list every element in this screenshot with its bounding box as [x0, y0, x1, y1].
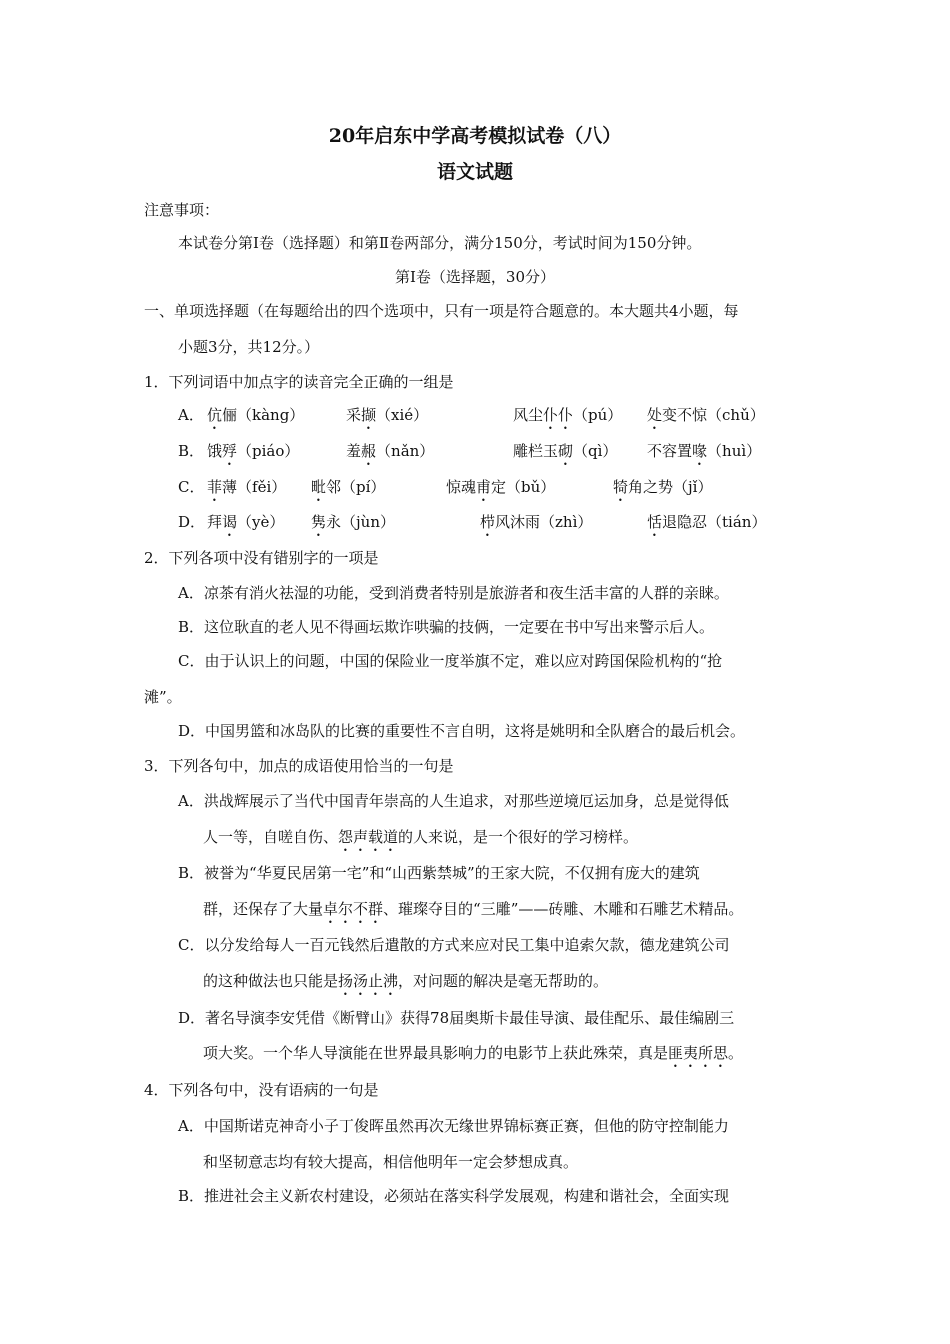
q3-option-b: B．被誉为“华夏民居第一宅”和“山西紫禁城”的王家大院，不仅拥有庞大的建筑 [178, 864, 700, 882]
q1-d-item-4: 恬退隐忍（tián） [647, 513, 767, 531]
q3-option-a: A．洪战辉展示了当代中国青年崇高的人生追求，对那些逆境厄运加身，总是觉得低 [178, 792, 729, 810]
q1-a-item-3: 风尘仆仆（pú） [513, 406, 623, 424]
q1-b-item-4: 不容置喙（huì） [647, 442, 762, 460]
notes-text: 本试卷分第Ⅰ卷（选择题）和第Ⅱ卷两部分，满分150分，考试时间为150分钟。 [178, 234, 702, 252]
q4-option-b: B．推进社会主义新农村建设，必须站在落实科学发展观，构建和谐社会，全面实现 [178, 1187, 730, 1205]
q1-option-b-label: B． [178, 442, 205, 460]
q1-c-item-3: 惊魂甫定（bǔ） [446, 478, 556, 496]
q1-c-item-1: 菲薄（fěi） [207, 478, 287, 496]
q2-stem: 2．下列各项中没有错别字的一项是 [144, 549, 379, 567]
q3-option-d: D．著名导演李安凭借《断臂山》获得78届奥斯卡最佳导演、最佳配乐、最佳编剧三 [178, 1009, 735, 1027]
q1-a-item-2: 采撷（xié） [346, 406, 429, 424]
q1-c-item-4: 犄角之势（jǐ） [613, 478, 713, 496]
part1-title: 第Ⅰ卷（选择题，30分） [394, 268, 555, 286]
q4-option-a-cont: 和坚韧意志均有较大提高，相信他明年一定会梦想成真。 [203, 1153, 579, 1171]
q3-option-c: C．以分发给每人一百元钱然后遣散的方式来应对民工集中追索欠款，德龙建筑公司 [178, 936, 730, 954]
q1-a-item-1: 伉俪（kàng） [207, 406, 305, 424]
q1-d-item-1: 拜谒（yè） [207, 513, 285, 531]
q1-option-a-label: A． [178, 406, 204, 424]
exam-title: 20年启东中学高考模拟试卷（八） [328, 125, 622, 147]
q3-option-b-cont: 群，还保存了大量卓尔不群、璀璨夺目的“三雕”——砖雕、木雕和石雕艺术精品。 [203, 900, 744, 918]
q4-stem: 4．下列各句中，没有语病的一句是 [144, 1081, 379, 1099]
q1-d-item-2: 隽永（jùn） [311, 513, 395, 531]
q1-b-item-2: 羞赧（nǎn） [346, 442, 435, 460]
q1-stem: 1．下列词语中加点字的读音完全正确的一组是 [144, 373, 454, 391]
section1-heading-cont: 小题3分，共12分。） [178, 338, 320, 356]
q1-d-item-3: 栉风沐雨（zhì） [480, 513, 593, 531]
q1-a-item-4: 处变不惊（chǔ） [647, 406, 765, 424]
q3-option-d-cont: 项大奖。一个华人导演能在世界最具影响力的电影节上获此殊荣，真是匪夷所思。 [203, 1044, 744, 1062]
q2-option-b: B．这位耿直的老人见不得画坛欺诈哄骗的技俩，一定要在书中写出来警示后人。 [178, 618, 715, 636]
q1-c-item-2: 毗邻（pí） [311, 478, 386, 496]
q1-option-d-label: D． [178, 513, 206, 531]
q2-option-c-cont: 滩”。 [144, 688, 182, 706]
q4-option-a: A．中国斯诺克神奇小子丁俊晖虽然再次无缘世界锦标赛正赛，但他的防守控制能力 [178, 1117, 729, 1135]
q1-option-c-label: C． [178, 478, 205, 496]
q2-option-d: D．中国男篮和冰岛队的比赛的重要性不言自明，这将是姚明和全队磨合的最后机会。 [178, 722, 746, 740]
q1-b-item-3: 雕栏玉砌（qì） [513, 442, 618, 460]
section1-heading: 一、单项选择题（在每题给出的四个选项中，只有一项是符合题意的。本大题共4小题，每 [144, 302, 739, 320]
notes-label: 注意事项： [144, 201, 220, 219]
q1-b-item-1: 饿殍（piáo） [207, 442, 300, 460]
q2-option-c: C．由于认识上的问题，中国的保险业一度举旗不定，难以应对跨国保险机构的“抢 [178, 652, 723, 670]
q2-option-a: A．凉茶有消火祛湿的功能，受到消费者特别是旅游者和夜生活丰富的人群的亲睐。 [178, 584, 729, 602]
exam-subtitle: 语文试题 [436, 161, 513, 183]
q3-stem: 3．下列各句中，加点的成语使用恰当的一句是 [144, 757, 454, 775]
q3-option-a-cont: 人一等，自嗟自伤、怨声载道的人来说，是一个很好的学习榜样。 [203, 828, 639, 846]
q3-option-c-cont: 的这种做法也只能是扬汤止沸，对问题的解决是毫无帮助的。 [203, 972, 609, 990]
